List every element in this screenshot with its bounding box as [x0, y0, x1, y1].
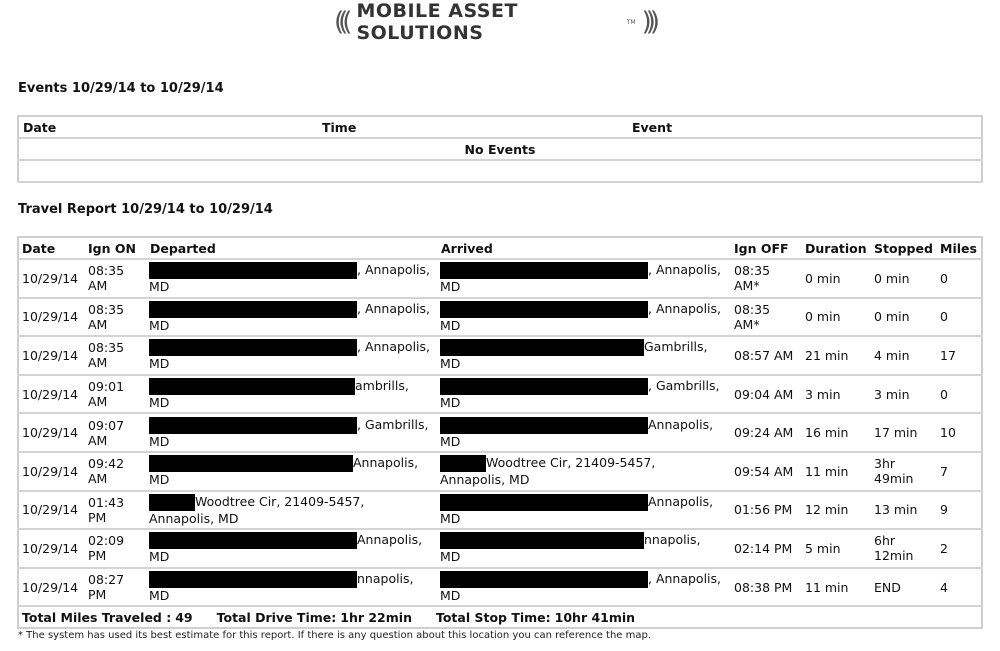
travel-body — [18, 259, 982, 628]
header-date: Date — [18, 237, 85, 259]
events-table — [17, 115, 983, 183]
cell-duration: 12 min — [802, 491, 871, 530]
cell-departed — [147, 491, 438, 530]
cell-arrived-text1: Annapolis, — [648, 416, 714, 432]
cell-departed-line2: MD — [149, 549, 170, 565]
cell-duration: 0 min — [802, 259, 871, 298]
cell-arrived — [438, 375, 731, 414]
cell-departed-line1 — [149, 455, 435, 472]
cell-arrived-line1 — [440, 532, 728, 549]
cell-departed-line2: MD — [149, 317, 170, 333]
cell-arrived-line2: MD — [440, 356, 461, 372]
redaction-box — [149, 494, 195, 511]
cell-departed — [147, 336, 438, 375]
cell-ign-on: 08:35 AM — [85, 259, 147, 298]
cell-arrived — [438, 491, 731, 530]
cell-miles: 10 — [937, 413, 982, 452]
events-empty-row — [18, 138, 982, 160]
redaction-box — [440, 301, 648, 318]
cell-stopped: 13 min — [871, 491, 937, 530]
cell-arrived-line1 — [440, 417, 728, 434]
cell-arrived-line2: MD — [440, 510, 461, 526]
cell-departed-line1 — [149, 378, 435, 395]
events-header-row — [18, 116, 982, 138]
cell-arrived-line2: MD — [440, 433, 461, 449]
total-drive-label: Total Drive Time: — [216, 610, 337, 626]
cell-duration: 11 min — [802, 452, 871, 491]
cell-ign-off: 08:57 AM — [731, 336, 802, 375]
total-miles-value: 49 — [175, 610, 193, 626]
redaction-box — [149, 301, 357, 318]
cell-ign-on: 02:09 PM — [85, 529, 147, 568]
cell-departed-text1: Annapolis, — [353, 455, 419, 471]
redaction-box — [149, 378, 355, 395]
cell-departed — [147, 568, 438, 607]
redaction-box — [440, 378, 648, 395]
cell-departed-text1: , Annapolis, — [357, 339, 431, 355]
redaction-box — [149, 455, 353, 472]
cell-ign-off: 08:35 AM* — [731, 298, 802, 337]
cell-ign-on: 08:35 AM — [85, 298, 147, 337]
cell-departed-line2: Annapolis, MD — [149, 510, 239, 526]
cell-ign-on: 09:01 AM — [85, 375, 147, 414]
cell-departed-line2: MD — [149, 395, 170, 411]
redaction-box — [149, 532, 357, 549]
table-row — [18, 298, 982, 337]
cell-date: 10/29/14 — [18, 413, 85, 452]
cell-ign-off: 08:38 PM — [731, 568, 802, 607]
cell-departed — [147, 529, 438, 568]
cell-departed — [147, 452, 438, 491]
cell-departed-text1: , Gambrills, — [357, 416, 429, 432]
cell-arrived — [438, 413, 731, 452]
redaction-box — [149, 571, 357, 588]
cell-duration: 3 min — [802, 375, 871, 414]
header-miles: Miles — [937, 237, 982, 259]
cell-departed-line2: MD — [149, 433, 170, 449]
cell-arrived-line1 — [440, 262, 728, 279]
cell-departed-line1 — [149, 494, 435, 511]
header-arrived: Arrived — [438, 237, 731, 259]
cell-miles: 4 — [937, 568, 982, 607]
cell-arrived — [438, 298, 731, 337]
cell-date: 10/29/14 — [18, 491, 85, 530]
redaction-box — [149, 339, 357, 356]
cell-miles: 7 — [937, 452, 982, 491]
cell-departed-text1: ambrills, — [355, 378, 409, 394]
cell-departed-line1 — [149, 571, 435, 588]
cell-departed-line1 — [149, 301, 435, 318]
cell-arrived-line1 — [440, 455, 728, 472]
cell-arrived — [438, 568, 731, 607]
cell-arrived-text1: Woodtree Cir, 21409-5457, — [486, 455, 656, 471]
table-row — [18, 259, 982, 298]
cell-departed — [147, 375, 438, 414]
table-row — [18, 452, 982, 491]
cell-stopped: 0 min — [871, 298, 937, 337]
cell-ign-off: 02:14 PM — [731, 529, 802, 568]
header-ign-off: Ign OFF — [731, 237, 802, 259]
cell-departed — [147, 298, 438, 337]
cell-departed-line2: MD — [149, 588, 170, 604]
travel-title: Travel Report 10/29/14 to 10/29/14 — [18, 202, 273, 217]
events-header-time: Time — [318, 116, 628, 138]
header-departed: Departed — [147, 237, 438, 259]
redaction-box — [440, 455, 486, 472]
cell-stopped: 6hr 12min — [871, 529, 937, 568]
cell-ign-on: 09:07 AM — [85, 413, 147, 452]
redaction-box — [440, 417, 648, 434]
cell-departed-line2: MD — [149, 472, 170, 488]
cell-ign-off: 09:54 AM — [731, 452, 802, 491]
events-header-event: Event — [628, 116, 982, 138]
cell-stopped: 17 min — [871, 413, 937, 452]
table-row — [18, 336, 982, 375]
redaction-box — [440, 532, 644, 549]
events-spacer-cell — [18, 160, 982, 182]
redaction-box — [149, 417, 357, 434]
cell-arrived-text1: , Annapolis, — [648, 300, 722, 316]
cell-departed-text1: , Annapolis, — [357, 300, 431, 316]
redaction-box — [440, 571, 648, 588]
cell-ign-on: 01:43 PM — [85, 491, 147, 530]
cell-arrived — [438, 452, 731, 491]
total-stop-value: 10hr 41min — [554, 610, 636, 626]
total-drive-value: 1hr 22min — [340, 610, 412, 626]
table-row — [18, 413, 982, 452]
cell-miles: 0 — [937, 298, 982, 337]
cell-arrived-line1 — [440, 571, 728, 588]
redaction-box — [440, 262, 648, 279]
travel-header-row — [18, 237, 982, 259]
cell-ign-on: 08:27 PM — [85, 568, 147, 607]
cell-ign-on: 09:42 AM — [85, 452, 147, 491]
cell-stopped: END — [871, 568, 937, 607]
cell-departed — [147, 259, 438, 298]
cell-date: 10/29/14 — [18, 375, 85, 414]
cell-departed-text1: Woodtree Cir, 21409-5457, — [195, 493, 365, 509]
company-logo — [334, 2, 654, 42]
events-header-date: Date — [18, 116, 318, 138]
cell-duration: 0 min — [802, 298, 871, 337]
cell-date: 10/29/14 — [18, 259, 85, 298]
cell-arrived — [438, 529, 731, 568]
cell-arrived-line1 — [440, 378, 728, 395]
trademark-mark: TM — [626, 18, 636, 26]
cell-arrived-line1 — [440, 339, 728, 356]
cell-duration: 5 min — [802, 529, 871, 568]
redaction-box — [149, 262, 357, 279]
cell-arrived-line2: Annapolis, MD — [440, 472, 530, 488]
total-stop-label: Total Stop Time: — [435, 610, 551, 626]
table-row — [18, 568, 982, 607]
cell-departed — [147, 413, 438, 452]
cell-arrived-line2: MD — [440, 588, 461, 604]
totals-cell — [18, 606, 982, 628]
cell-date: 10/29/14 — [18, 298, 85, 337]
cell-arrived-text1: , Annapolis, — [648, 571, 722, 587]
no-events-text: No Events — [18, 138, 982, 160]
signal-waves-right-icon: ))) — [641, 7, 654, 37]
header-stopped: Stopped — [871, 237, 937, 259]
cell-arrived — [438, 259, 731, 298]
cell-departed-line2: MD — [149, 356, 170, 372]
cell-ign-off: 08:35 AM* — [731, 259, 802, 298]
cell-stopped: 4 min — [871, 336, 937, 375]
cell-miles: 0 — [937, 375, 982, 414]
cell-arrived-line2: MD — [440, 395, 461, 411]
header-ign-on: Ign ON — [85, 237, 147, 259]
cell-departed-line1 — [149, 339, 435, 356]
cell-departed-text1: Annapolis, — [357, 532, 423, 548]
cell-stopped: 0 min — [871, 259, 937, 298]
totals-row — [18, 606, 982, 628]
cell-ign-off: 01:56 PM — [731, 491, 802, 530]
cell-miles: 9 — [937, 491, 982, 530]
cell-date: 10/29/14 — [18, 452, 85, 491]
cell-ign-off: 09:24 AM — [731, 413, 802, 452]
redaction-box — [440, 339, 644, 356]
brand-name: MOBILE ASSET SOLUTIONS — [356, 0, 518, 44]
footnote: * The system has used its best estimate for this report. If there is any question about this location you can reference the map. — [18, 630, 652, 641]
cell-duration: 11 min — [802, 568, 871, 607]
cell-date: 10/29/14 — [18, 336, 85, 375]
cell-arrived-text1: , Annapolis, — [648, 262, 722, 278]
cell-departed-line1 — [149, 532, 435, 549]
cell-arrived-text1: Annapolis, — [648, 493, 714, 509]
redaction-box — [440, 494, 648, 511]
cell-arrived-text1: , Gambrills, — [648, 378, 720, 394]
cell-departed-line1 — [149, 262, 435, 279]
cell-departed-text1: nnapolis, — [357, 571, 414, 587]
cell-arrived-text1: nnapolis, — [644, 532, 701, 548]
signal-waves-left-icon: ((( — [334, 7, 347, 37]
cell-arrived-line1 — [440, 301, 728, 318]
cell-duration: 16 min — [802, 413, 871, 452]
cell-duration: 21 min — [802, 336, 871, 375]
total-miles-label: Total Miles Traveled : — [22, 610, 172, 626]
events-spacer-row — [18, 160, 982, 182]
cell-departed-text1: , Annapolis, — [357, 262, 431, 278]
table-row — [18, 375, 982, 414]
cell-arrived-line1 — [440, 494, 728, 511]
cell-departed-line1 — [149, 417, 435, 434]
cell-arrived-text1: Gambrills, — [644, 339, 708, 355]
cell-ign-off: 09:04 AM — [731, 375, 802, 414]
cell-stopped: 3hr 49min — [871, 452, 937, 491]
table-row — [18, 529, 982, 568]
events-title: Events 10/29/14 to 10/29/14 — [18, 81, 224, 96]
table-row — [18, 491, 982, 530]
cell-arrived-line2: MD — [440, 279, 461, 295]
cell-miles: 2 — [937, 529, 982, 568]
cell-departed-line2: MD — [149, 279, 170, 295]
cell-arrived — [438, 336, 731, 375]
cell-arrived-line2: MD — [440, 317, 461, 333]
cell-date: 10/29/14 — [18, 568, 85, 607]
header-duration: Duration — [802, 237, 871, 259]
travel-table — [17, 236, 983, 629]
cell-date: 10/29/14 — [18, 529, 85, 568]
cell-ign-on: 08:35 AM — [85, 336, 147, 375]
cell-miles: 17 — [937, 336, 982, 375]
cell-miles: 0 — [937, 259, 982, 298]
cell-stopped: 3 min — [871, 375, 937, 414]
cell-arrived-line2: MD — [440, 549, 461, 565]
